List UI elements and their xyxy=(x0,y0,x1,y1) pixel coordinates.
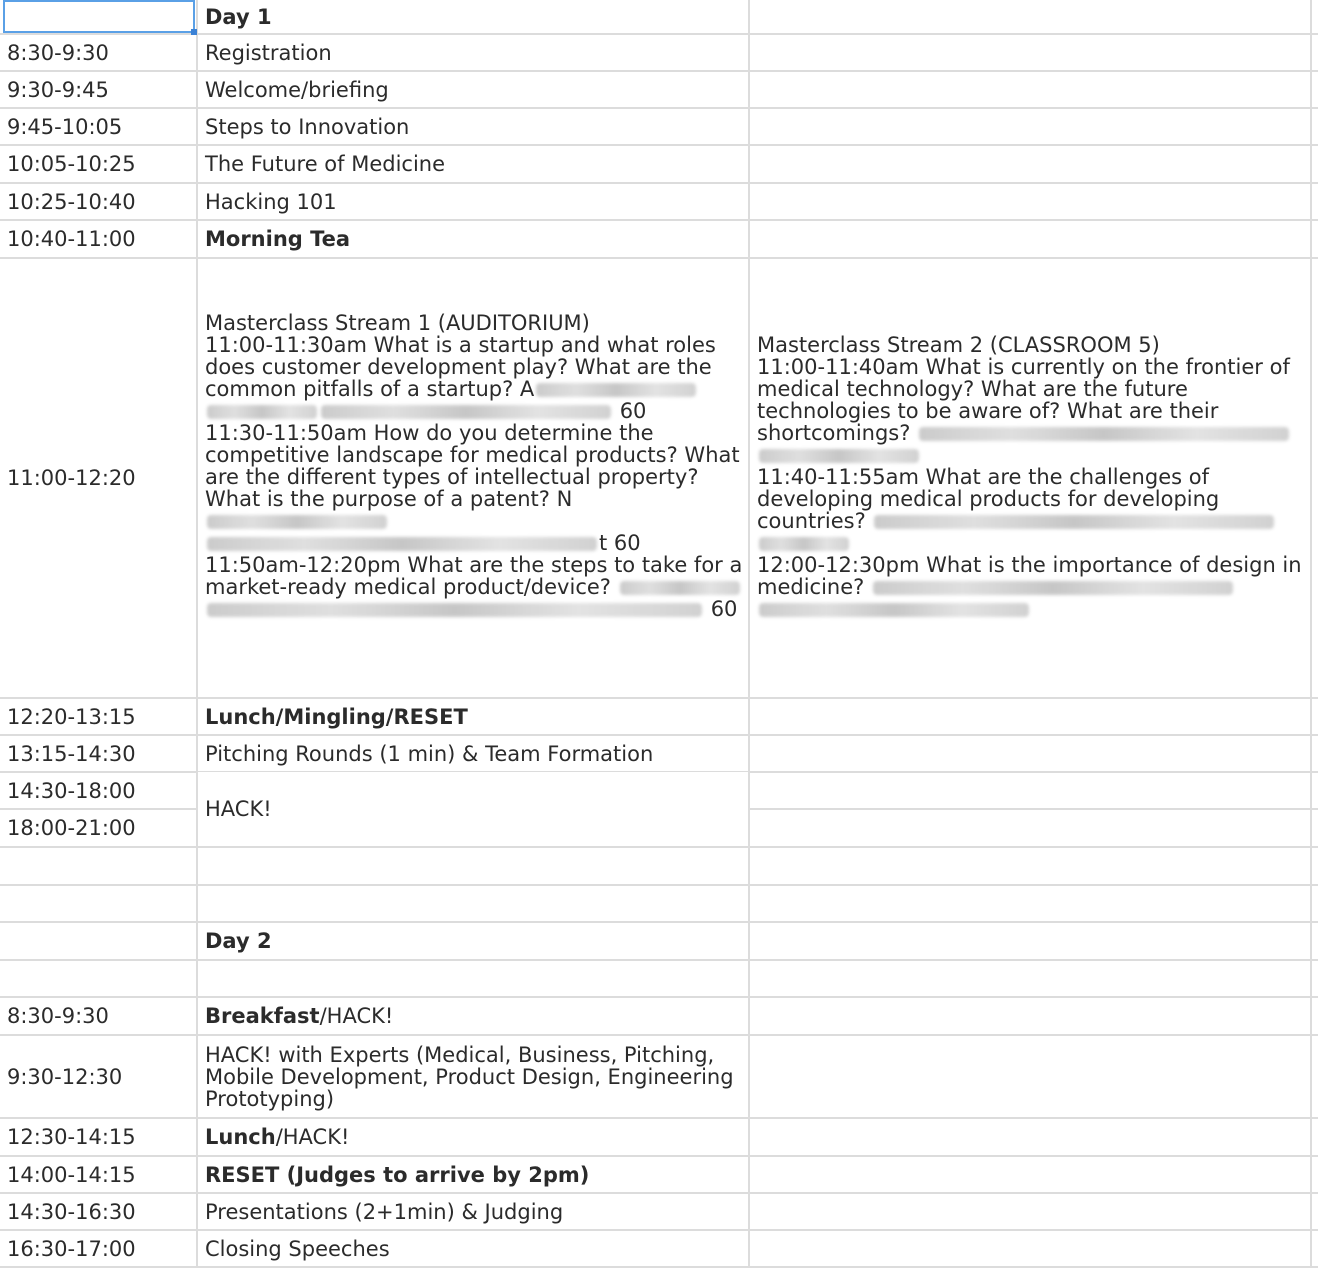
activity-cell[interactable] xyxy=(198,109,750,144)
activity-cell[interactable] xyxy=(198,146,750,182)
activity-rest-text: /HACK! xyxy=(275,1125,350,1149)
table-row xyxy=(0,221,1318,259)
session-text: 11:50am-12:20pm What are the steps to take for a market-ready medical product/device? xyxy=(205,553,743,599)
cell-empty[interactable] xyxy=(750,961,1312,996)
time-cell[interactable] xyxy=(0,1036,198,1117)
cell-edge xyxy=(1312,1194,1318,1229)
stream-1-title: Masterclass Stream 1 (AUDITORIUM) xyxy=(205,311,590,335)
day-title: Day 1 xyxy=(205,4,272,29)
activity-text: Registration xyxy=(205,40,332,65)
redacted-name xyxy=(759,603,1029,617)
activity-text xyxy=(205,1004,393,1028)
table-row xyxy=(0,35,1318,72)
cell-edge xyxy=(1312,221,1318,257)
time-text: 13:15-14:30 xyxy=(7,741,136,766)
cell-edge xyxy=(1312,1119,1318,1155)
table-row xyxy=(0,146,1318,184)
time-text: 14:30-16:30 xyxy=(7,1199,136,1224)
activity-text: Welcome/briefing xyxy=(205,77,389,102)
cell-empty[interactable] xyxy=(750,1231,1312,1266)
cell-edge xyxy=(1312,923,1318,959)
cell-empty[interactable] xyxy=(0,886,198,921)
time-text: 10:05-10:25 xyxy=(7,152,136,176)
redacted-name xyxy=(873,581,1233,595)
time-cell[interactable] xyxy=(0,1119,198,1155)
cell-edge xyxy=(1312,259,1318,697)
masterclass-stream-1-cell[interactable] xyxy=(198,259,750,697)
time-text: 9:30-9:45 xyxy=(7,77,109,102)
cell-empty[interactable] xyxy=(750,923,1312,959)
cell-edge xyxy=(1312,810,1318,846)
time-text: 12:30-14:15 xyxy=(7,1125,136,1149)
cell-empty[interactable] xyxy=(750,184,1312,219)
activity-cell[interactable] xyxy=(198,221,750,257)
session-end-text: 60 xyxy=(710,597,738,621)
cell-edge xyxy=(1312,699,1318,734)
cell-empty[interactable] xyxy=(750,72,1312,107)
cell-edge xyxy=(1312,998,1318,1034)
cell-edge xyxy=(1312,848,1318,884)
redacted-name xyxy=(759,537,849,551)
activity-text: Presentations (2+1min) & Judging xyxy=(205,1199,564,1224)
time-text: 18:00-21:00 xyxy=(7,816,136,840)
session-end-text: 60 xyxy=(619,399,647,423)
day-title: Day 2 xyxy=(205,929,272,953)
redacted-name xyxy=(207,405,317,419)
session-text: 11:40-11:55am What are the challenges of developing medical products for developing countries? xyxy=(757,465,1220,533)
stream-1-session-c xyxy=(205,554,744,620)
stream-2-title: Masterclass Stream 2 (CLASSROOM 5) xyxy=(757,333,1160,357)
time-text: 14:30-18:00 xyxy=(7,778,136,803)
cell-day1-title[interactable] xyxy=(198,0,750,33)
cell-empty[interactable] xyxy=(198,886,750,921)
table-row-empty xyxy=(0,848,1318,886)
table-row xyxy=(0,1231,1318,1268)
table-row xyxy=(0,1119,1318,1157)
cell-empty[interactable] xyxy=(750,221,1312,257)
cell-empty[interactable] xyxy=(750,886,1312,921)
cell-empty[interactable] xyxy=(750,699,1312,734)
activity-text: Steps to Innovation xyxy=(205,114,410,139)
cell-edge xyxy=(1312,736,1318,771)
cell-edge xyxy=(1312,1036,1318,1117)
session-text: 11:30-11:50am How do you determine the competitive landscape for medical products? What are the different types of intellectual property? What is the purpose of a patent? N xyxy=(205,421,740,511)
cell-edge xyxy=(1312,961,1318,996)
redacted-name xyxy=(321,405,611,419)
hack-merged-cell[interactable] xyxy=(198,772,750,848)
time-cell[interactable] xyxy=(0,810,198,846)
time-cell[interactable] xyxy=(0,998,198,1034)
cell-edge xyxy=(1312,35,1318,70)
cell-empty[interactable] xyxy=(0,923,198,959)
table-row xyxy=(0,1036,1318,1119)
time-cell[interactable] xyxy=(0,736,198,771)
cell-empty[interactable] xyxy=(198,848,750,884)
activity-text: The Future of Medicine xyxy=(205,152,446,176)
redacted-name xyxy=(207,603,702,617)
stream-1-session-a xyxy=(205,334,744,422)
cell-empty[interactable] xyxy=(0,961,198,996)
table-row xyxy=(0,72,1318,109)
cell-empty[interactable] xyxy=(750,146,1312,182)
cell-empty[interactable] xyxy=(750,0,1312,33)
cell-empty[interactable] xyxy=(750,736,1312,771)
redacted-name xyxy=(207,537,597,551)
session-text: 11:00-11:30am What is a startup and what roles does customer development play? What are the common pitfalls of a startup? A xyxy=(205,333,716,401)
activity-cell[interactable] xyxy=(198,736,750,771)
activity-cell[interactable] xyxy=(198,35,750,70)
stream-2-session-b xyxy=(757,466,1306,554)
session-text: 11:00-11:40am What is currently on the frontier of medical technology? What are the future technologies to be aware of? What are their shortcomings? xyxy=(757,355,1290,445)
redacted-name xyxy=(919,427,1289,441)
cell-empty[interactable] xyxy=(750,1194,1312,1229)
time-cell[interactable] xyxy=(0,109,198,144)
cell-edge xyxy=(1312,1157,1318,1192)
stream-2-text xyxy=(757,334,1306,620)
table-row xyxy=(0,699,1318,736)
activity-cell[interactable] xyxy=(198,998,750,1034)
redacted-name xyxy=(207,515,387,529)
cell-empty[interactable] xyxy=(0,848,198,884)
cell-empty[interactable] xyxy=(750,1157,1312,1192)
table-row xyxy=(0,736,1318,773)
cell-edge xyxy=(1312,146,1318,182)
activity-text: HACK! with Experts (Medical, Business, Pitching, Mobile Development, Product Design, Engineering Prototyping) xyxy=(205,1042,734,1111)
activity-text xyxy=(205,1125,349,1149)
activity-rest-text: /HACK! xyxy=(319,1004,394,1028)
cell-empty[interactable] xyxy=(750,773,1312,808)
cell-edge xyxy=(1312,0,1318,33)
activity-cell[interactable] xyxy=(198,1231,750,1266)
cell-empty[interactable] xyxy=(198,961,750,996)
cell-empty[interactable] xyxy=(750,35,1312,70)
time-text: 8:30-9:30 xyxy=(7,40,109,65)
cell-edge xyxy=(1312,886,1318,921)
activity-cell[interactable] xyxy=(198,1119,750,1155)
activity-cell[interactable] xyxy=(198,1036,750,1117)
time-cell[interactable] xyxy=(0,184,198,219)
time-text: 12:20-13:15 xyxy=(7,704,136,729)
cell-edge xyxy=(1312,1231,1318,1266)
time-cell[interactable] xyxy=(0,35,198,70)
cell-edge xyxy=(1312,72,1318,107)
activity-text: HACK! xyxy=(205,797,272,821)
activity-text: Closing Speeches xyxy=(205,1236,390,1261)
activity-text: RESET (Judges to arrive by 2pm) xyxy=(205,1162,590,1187)
time-cell[interactable] xyxy=(0,1194,198,1229)
table-row xyxy=(0,998,1318,1036)
time-cell[interactable] xyxy=(0,1157,198,1192)
table-row xyxy=(0,923,1318,961)
activity-bold-text: Breakfast xyxy=(205,1004,320,1028)
activity-cell[interactable] xyxy=(198,184,750,219)
time-text: 9:45-10:05 xyxy=(7,114,123,139)
stream-1-session-b xyxy=(205,422,744,554)
time-cell[interactable] xyxy=(0,1231,198,1266)
table-row xyxy=(0,109,1318,146)
redacted-name xyxy=(536,383,696,397)
stream-2-session-c xyxy=(757,554,1306,620)
redacted-name xyxy=(874,515,1274,529)
table-row xyxy=(0,1194,1318,1231)
activity-text: Lunch/Mingling/RESET xyxy=(205,704,468,729)
time-cell[interactable] xyxy=(0,699,198,734)
masterclass-stream-2-cell[interactable] xyxy=(750,259,1312,697)
time-text: 16:30-17:00 xyxy=(7,1236,136,1261)
cell-edge xyxy=(1312,184,1318,219)
activity-bold-text: Lunch xyxy=(205,1125,276,1149)
redacted-name xyxy=(620,581,740,595)
selected-cell-cursor[interactable] xyxy=(3,0,195,33)
time-cell[interactable] xyxy=(0,259,198,697)
activity-text: Pitching Rounds (1 min) & Team Formation xyxy=(205,741,654,766)
cell-day2-title[interactable] xyxy=(198,923,750,959)
activity-cell[interactable] xyxy=(198,1194,750,1229)
cell-empty[interactable] xyxy=(750,1119,1312,1155)
stream-2-session-a xyxy=(757,356,1306,466)
session-text: 12:00-12:30pm What is the importance of design in medicine? xyxy=(757,553,1302,599)
activity-text: Hacking 101 xyxy=(205,189,337,214)
time-text: 9:30-12:30 xyxy=(7,1064,123,1089)
table-row xyxy=(0,1157,1318,1194)
activity-cell[interactable] xyxy=(198,72,750,107)
table-row-empty xyxy=(0,886,1318,923)
time-text: 10:25-10:40 xyxy=(7,189,136,214)
cell-edge xyxy=(1312,109,1318,144)
activity-cell[interactable] xyxy=(198,1157,750,1192)
cell-empty[interactable] xyxy=(750,1036,1312,1117)
activity-cell[interactable] xyxy=(198,699,750,734)
time-cell[interactable] xyxy=(0,221,198,257)
time-text: 8:30-9:30 xyxy=(7,1004,109,1028)
cell-edge xyxy=(1312,773,1318,808)
cell-empty[interactable] xyxy=(750,109,1312,144)
table-row-empty xyxy=(0,961,1318,998)
stream-1-text xyxy=(205,312,744,620)
cell-empty[interactable] xyxy=(750,810,1312,846)
time-cell[interactable] xyxy=(0,72,198,107)
time-text: 14:00-14:15 xyxy=(7,1162,136,1187)
table-row xyxy=(0,184,1318,221)
cell-empty[interactable] xyxy=(750,848,1312,884)
time-cell[interactable] xyxy=(0,146,198,182)
session-end-text: t 60 xyxy=(599,531,641,555)
cell-empty[interactable] xyxy=(750,998,1312,1034)
redacted-name xyxy=(759,449,919,463)
time-text: 11:00-12:20 xyxy=(7,466,136,490)
table-row xyxy=(0,0,1318,35)
time-text: 10:40-11:00 xyxy=(7,227,136,251)
time-cell[interactable] xyxy=(0,773,198,808)
table-row-masterclass xyxy=(0,259,1318,699)
activity-text: Morning Tea xyxy=(205,227,351,251)
